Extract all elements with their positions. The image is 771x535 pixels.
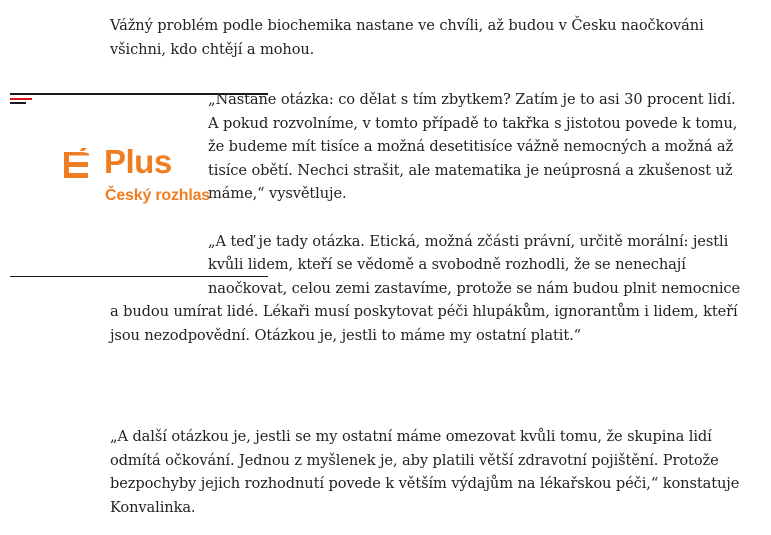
logo-title: Plus [104,143,172,180]
article-paragraph-3: „A teď je tady otázka. Etická, možná zčásti právní, určitě morální: jestli kvůli lidem, kteří se vědomě a svobodně rozhodli, že se nenechají naočkovat, celou zemi zastavíme, protože se nám budou plnit nemocnice a budou umírat lidé. Lékaři musí poskytovat péči hlupákům, ignorantům i lidem, kteří jsou nezodpovědní. Otázkou je, jestli to máme my ostatní platit.“ [110,232,741,344]
article-wrapped-text [110,88,740,348]
article-paragraph-4: „A další otázkou je, jestli se my ostatní máme omezovat kvůli tomu, že skupina lidí odmítá očkování. Jednou z myšlenek je, aby platili větší zdravotní pojištění. Protože bezpochyby jejich rozhodnutí povede k větším výdajům na lékařskou péči,“ konstatuje Konvalinka. [110,428,740,516]
article-paragraph-1: Vážný problém podle biochemika nastane ve chvíli, až budou v Česku naočkováni všichni, kdo chtějí a mohou. [110,17,704,58]
logo-subtitle: Český rozhlas [105,187,211,204]
article-paragraph-2: „Nastane otázka: co dělat s tím zbytkem? Zatím je to asi 30 procent lidí. A pokud rozvolníme, v tomto případě to takřka s jistotou povede k tomu, že budeme mít tisíce a možná desetitisíce vážně nemocných a možná až tisíce obětí. Nechci strašit, ale matematika je neúprosná a zkušenost už máme,“ vysvětluje. [208,91,738,203]
promo-spacer [10,88,211,277]
